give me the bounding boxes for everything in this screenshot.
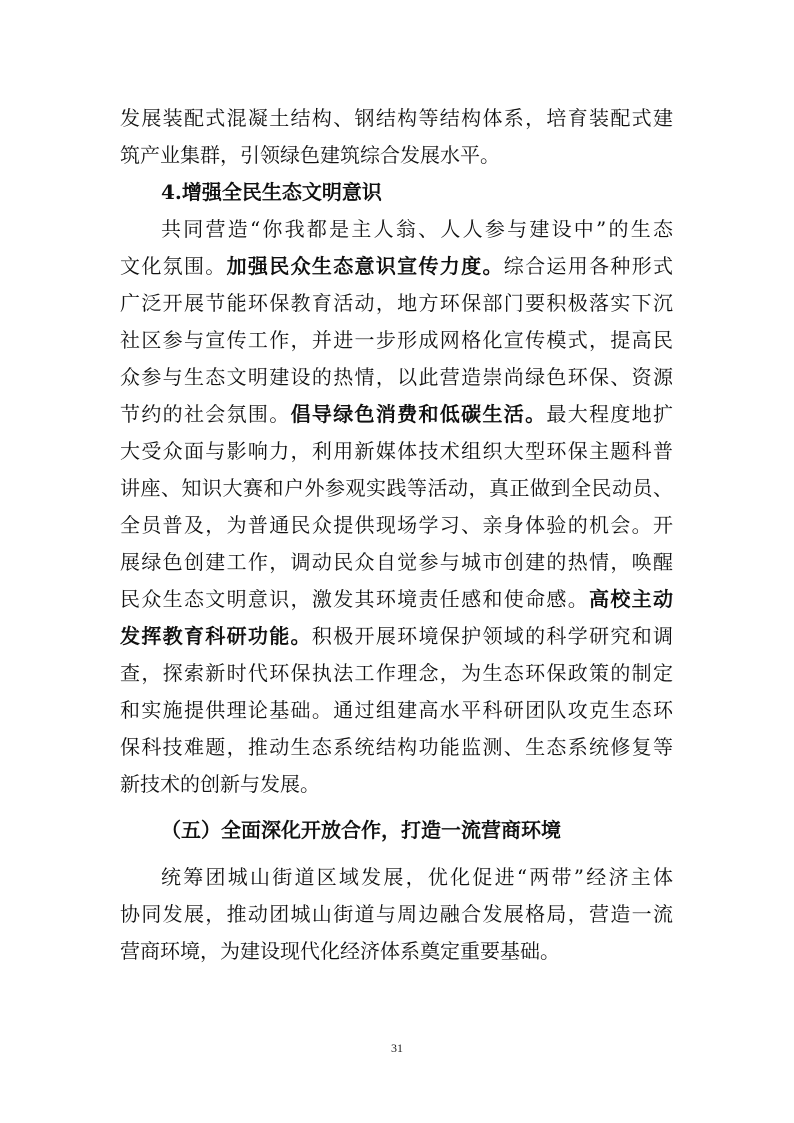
text-run: 广泛开展节能环保教育活动，地方环保部门要积极落实下沉 — [120, 291, 673, 315]
text-line — [120, 933, 673, 970]
text-line — [120, 581, 673, 618]
text-run: 查，探索新时代环保执法工作理念，为生态环保政策的制定 — [120, 661, 673, 685]
bold-text-run: 发挥教育科研功能。 — [120, 624, 312, 648]
page-number — [0, 1040, 794, 1056]
text-line — [120, 359, 673, 396]
text-run: 全员普及，为普通民众提供现场学习、亲身体验的机会。开 — [120, 513, 673, 537]
text-run: 保科技难题，推动生态系统结构功能监测、生态系统修复等 — [120, 735, 673, 759]
text-run: 文化氛围。 — [120, 254, 227, 278]
text-run: 营商环境，为建设现代化经济体系奠定重要基础。 — [120, 939, 560, 963]
text-run: 协同发展，推动团城山街道与周边融合发展格局，营造一流 — [120, 902, 673, 926]
text-line — [120, 433, 673, 470]
text-line — [120, 211, 673, 248]
text-run: 积极开展环境保护领域的科学研究和调 — [311, 624, 673, 648]
subsection-heading — [120, 174, 673, 211]
text-run: 统筹团城山街道区域发展，优化促进“两带”经济主体 — [161, 865, 673, 889]
text-line — [120, 896, 673, 933]
bold-text-run: 4.增强全民生态文明意识 — [161, 180, 382, 204]
text-line — [120, 655, 673, 692]
text-run: 共同营造“你我都是主人翁、人人参与建设中”的生态 — [161, 217, 673, 241]
text-line — [120, 729, 673, 766]
bold-text-run: 加强民众生态意识宣传力度。 — [226, 254, 504, 278]
bold-text-run: 倡导绿色消费和低碳生活。 — [290, 402, 547, 426]
bold-text-run: （五）全面深化开放合作，打造一流营商环境 — [161, 818, 561, 842]
text-line — [120, 859, 673, 896]
document-body — [120, 100, 673, 970]
text-run: 节约的社会氛围。 — [120, 402, 291, 426]
text-run: 众参与生态文明建设的热情，以此营造崇尚绿色环保、资源 — [120, 365, 673, 389]
text-run: 和实施提供理论基础。通过组建高水平科研团队攻克生态环 — [120, 698, 673, 722]
text-run: 民众生态文明意识，激发其环境责任感和使命感。 — [120, 587, 590, 611]
text-line — [120, 322, 673, 359]
text-line — [120, 692, 673, 729]
text-run: 综合运用各种形式 — [503, 254, 673, 278]
text-run: 发展装配式混凝土结构、钢结构等结构体系，培育装配式建 — [120, 106, 673, 130]
text-line — [120, 507, 673, 544]
page-number-text: 31 — [391, 1041, 403, 1055]
text-run: 新技术的创新与发展。 — [120, 772, 320, 796]
text-line — [120, 137, 673, 174]
text-line — [120, 285, 673, 322]
text-run: 讲座、知识大赛和户外参观实践等活动，真正做到全民动员、 — [120, 476, 673, 500]
text-line — [120, 618, 673, 655]
text-line — [120, 470, 673, 507]
text-run: 大受众面与影响力，利用新媒体技术组织大型环保主题科普 — [120, 439, 673, 463]
section-heading — [120, 812, 673, 849]
text-run: 筑产业集群，引领绿色建筑综合发展水平。 — [120, 143, 500, 167]
text-line — [120, 248, 673, 285]
bold-text-run: 高校主动 — [589, 587, 673, 611]
text-line — [120, 544, 673, 581]
text-run: 展绿色创建工作，调动民众自觉参与城市创建的热情，唤醒 — [120, 550, 673, 574]
text-run: 社区参与宣传工作，并进一步形成网格化宣传模式，提高民 — [120, 328, 673, 352]
text-line — [120, 396, 673, 433]
text-line — [120, 766, 673, 803]
text-line — [120, 100, 673, 137]
text-run: 最大程度地扩 — [546, 402, 673, 426]
